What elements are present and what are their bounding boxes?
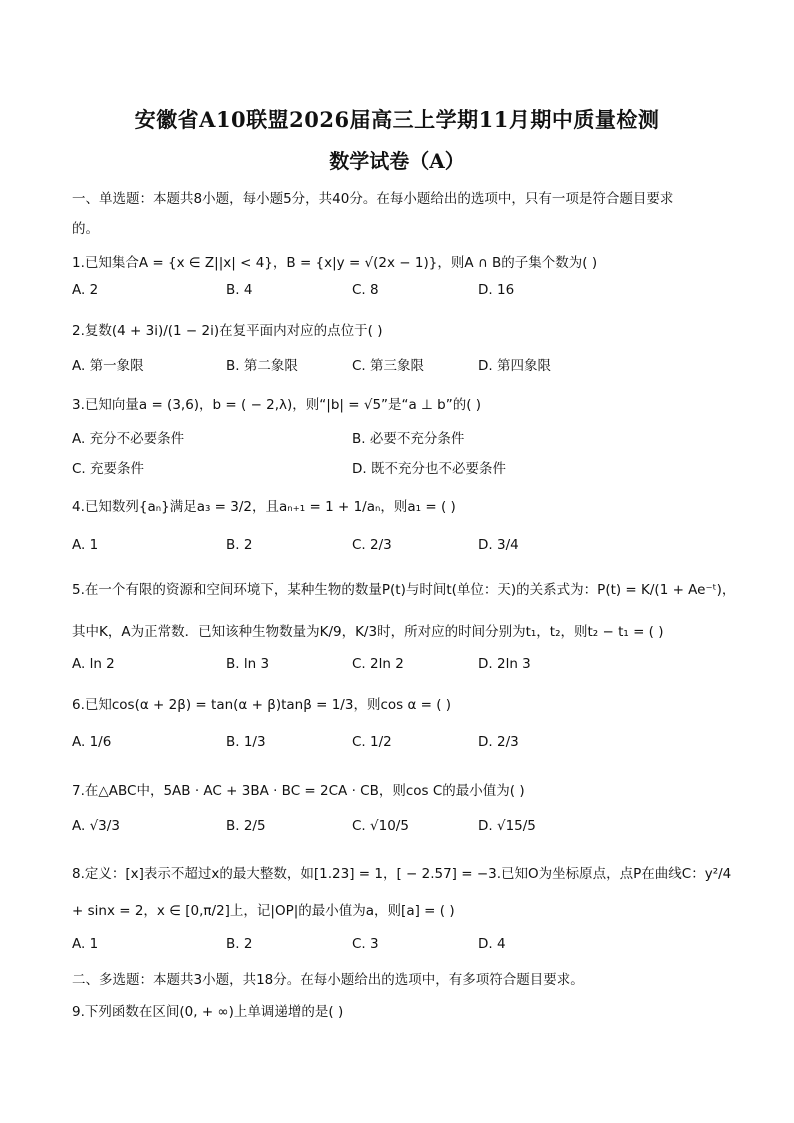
q2-option-b: B. 第二象限 [226,358,298,374]
question-5: 5.在一个有限的资源和空间环境下，某种生物的数量P(t)与时间t(单位：天)的关系式为：P(t) = K/(1 + Ae⁻ᵗ)， [72,582,736,598]
q3-option-d: D. 既不充分也不必要条件 [352,461,506,477]
q5-option-c: C. 2ln 2 [352,656,404,672]
q2-option-c: C. 第三象限 [352,358,425,374]
q4-option-d: D. 3/4 [478,537,519,553]
q8-option-b: B. 2 [226,936,253,952]
q4-option-a: A. 1 [72,537,99,553]
q3-option-a: A. 充分不必要条件 [72,431,185,447]
q1-option-b: B. 4 [226,282,253,298]
q6-option-d: D. 2/3 [478,734,519,750]
question-7: 7.在△ABC中，5AB · AC + 3BA · BC = 2CA · CB，则cos C的最小值为( ) [72,783,525,799]
q7-option-a: A. √3/3 [72,818,120,834]
section1-heading-cont: 的。 [72,221,99,237]
question-1: 1.已知集合A = {x ∈ Z||x| < 4}，B = {x|y = √(2x − 1)}，则A ∩ B的子集个数为( ) [72,255,598,271]
q1-option-a: A. 2 [72,282,99,298]
question-3: 3.已知向量a = (3,6)，b = ( − 2,λ)，则“|b| = √5”是“a ⊥ b”的( ) [72,397,482,413]
q5-option-a: A. ln 2 [72,656,115,672]
question-6: 6.已知cos(α + 2β) = tan(α + β)tanβ = 1/3，则cos α = ( ) [72,697,452,713]
question-5-cont: 其中K，A为正常数．已知该种生物数量为K/9，K/3时，所对应的时间分别为t₁，t₂，则t₂ − t₁ = ( ) [72,624,664,640]
question-8: 8.定义：[x]表示不超过x的最大整数，如[1.23] = 1，[ − 2.57] = −3.已知O为坐标原点，点P在曲线C：y²/4 [72,866,732,882]
q5-option-b: B. ln 3 [226,656,270,672]
exam-title: 安徽省A10联盟2026届高三上学期11月期中质量检测 [134,107,660,132]
q1-option-d: D. 16 [478,282,515,298]
question-2: 2.复数(4 + 3i)/(1 − 2i)在复平面内对应的点位于( ) [72,323,383,339]
q4-option-b: B. 2 [226,537,253,553]
q7-option-d: D. √15/5 [478,818,536,834]
q1-option-c: C. 8 [352,282,379,298]
q3-option-b: B. 必要不充分条件 [352,431,465,447]
question-8-cont: + sinx = 2，x ∈ [0,π/2]上，记|OP|的最小值为a，则[a] = ( ) [72,903,455,919]
q6-option-b: B. 1/3 [226,734,266,750]
q2-option-d: D. 第四象限 [478,358,551,374]
q7-option-c: C. √10/5 [352,818,409,834]
exam-subtitle: 数学试卷（A） [329,149,465,173]
section2-heading: 二、多选题：本题共3小题，共18分。在每小题给出的选项中，有多项符合题目要求。 [72,972,584,988]
q4-option-c: C. 2/3 [352,537,392,553]
question-9: 9.下列函数在区间(0, + ∞)上单调递增的是( ) [72,1004,344,1020]
q6-option-a: A. 1/6 [72,734,112,750]
q6-option-c: C. 1/2 [352,734,392,750]
q8-option-d: D. 4 [478,936,506,952]
q3-option-c: C. 充要条件 [72,461,145,477]
q5-option-d: D. 2ln 3 [478,656,531,672]
q2-option-a: A. 第一象限 [72,358,144,374]
q7-option-b: B. 2/5 [226,818,266,834]
q8-option-c: C. 3 [352,936,379,952]
q8-option-a: A. 1 [72,936,99,952]
question-4: 4.已知数列{aₙ}满足a₃ = 3/2，且aₙ₊₁ = 1 + 1/aₙ，则a₁ = ( ) [72,499,456,515]
section1-heading: 一、单选题：本题共8小题，每小题5分，共40分。在每小题给出的选项中，只有一项是符合题目要求 [72,191,674,207]
